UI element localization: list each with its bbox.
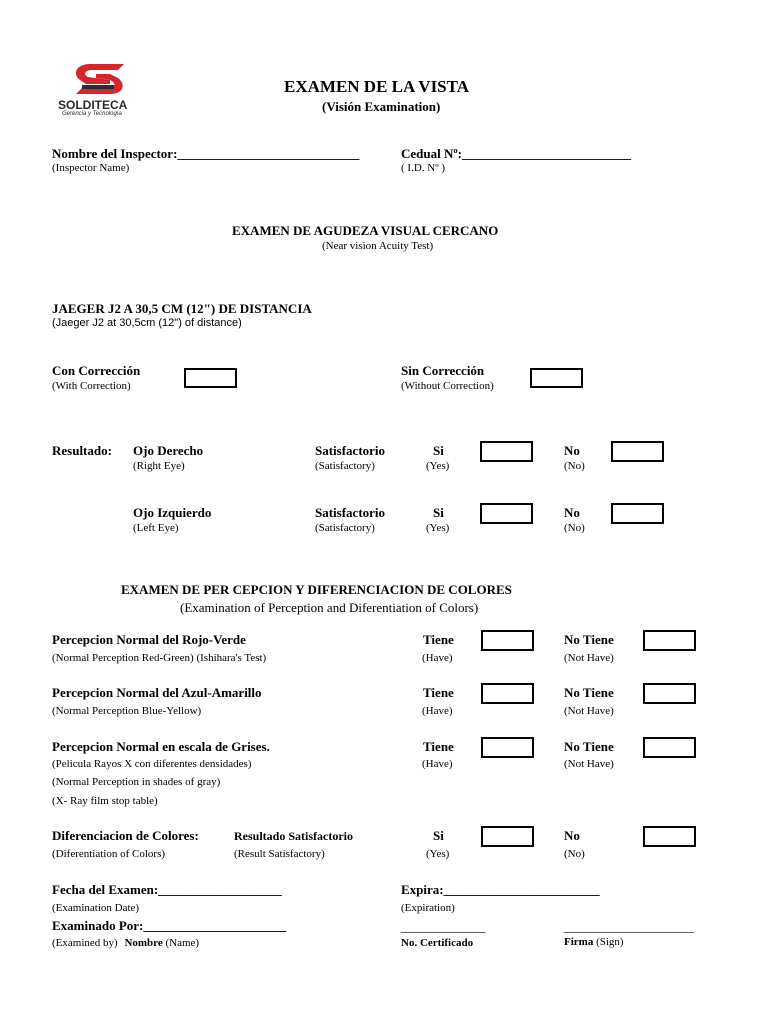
color-diff-yes-checkbox[interactable]	[481, 826, 534, 847]
expires-label-en: (Expiration)	[401, 902, 455, 914]
without-correction-checkbox[interactable]	[530, 368, 583, 388]
certificate-label: No. Certificado	[401, 937, 474, 949]
without-correction-label-en: (Without Correction)	[401, 380, 494, 392]
sign-label-en: (Sign)	[596, 936, 624, 948]
right-eye-label-en: (Right Eye)	[133, 460, 185, 472]
result-label: Resultado:	[52, 443, 112, 458]
blue-yellow-label: Percepcion Normal del Azul-Amarillo	[52, 685, 262, 700]
grays-not-have-checkbox[interactable]	[643, 737, 696, 758]
result-satisfactory-label: Resultado Satisfactorio	[234, 829, 353, 843]
company-logo	[52, 60, 178, 120]
jaeger-label: JAEGER J2 A 30,5 CM (12") DE DISTANCIA	[52, 301, 312, 316]
sign-label-bold: Firma	[564, 936, 594, 948]
blue-yellow-have-label-en: (Have)	[422, 705, 453, 717]
logo-text: SOLDITECA	[58, 98, 128, 112]
color-diff-label: Diferenciacion de Colores:	[52, 828, 199, 843]
grays-have-label-en: (Have)	[422, 758, 453, 770]
right-eye-satisfactory-label: Satisfactorio	[315, 443, 386, 458]
left-eye-yes-checkbox[interactable]	[480, 503, 533, 524]
right-eye-no-label-en: (No)	[564, 460, 585, 472]
red-green-have-checkbox[interactable]	[481, 630, 534, 651]
color-diff-no-label-en: (No)	[564, 848, 585, 860]
examined-by-en: (Examined by)	[52, 937, 118, 949]
left-eye-no-label: No	[564, 505, 580, 520]
right-eye-no-label: No	[564, 443, 580, 458]
colors-heading-en: (Examination of Perception and Diferentiation of Colors)	[180, 600, 479, 615]
grays-not-have-label: No Tiene	[564, 739, 614, 754]
right-eye-no-checkbox[interactable]	[611, 441, 664, 462]
grays-not-have-label-en: (Not Have)	[564, 758, 614, 770]
with-correction-label: Con Corrección	[52, 363, 141, 378]
left-eye-label-en: (Left Eye)	[133, 522, 179, 534]
grays-label: Percepcion Normal en escala de Grises.	[52, 739, 270, 754]
name-label-en: (Name)	[165, 937, 200, 949]
examined-by-label-en	[52, 937, 199, 949]
blue-yellow-label-en: (Normal Perception Blue-Yellow)	[52, 705, 202, 717]
blue-yellow-not-have-label: No Tiene	[564, 685, 614, 700]
certificate-line-field[interactable]: _____________	[401, 919, 486, 934]
jaeger-label-en: (Jaeger J2 at 30,5cm (12") of distance)	[52, 317, 242, 329]
red-green-not-have-checkbox[interactable]	[643, 630, 696, 651]
inspector-id-field[interactable]: Cedual Nº:__________________________	[401, 146, 631, 161]
left-eye-satisfactory-label: Satisfactorio	[315, 505, 386, 520]
left-eye-label: Ojo Izquierdo	[133, 505, 212, 520]
grays-have-label: Tiene	[423, 739, 454, 754]
right-eye-yes-label-en: (Yes)	[426, 460, 450, 472]
color-diff-label-en: (Diferentiation of Colors)	[52, 848, 166, 860]
near-vision-heading: EXAMEN DE AGUDEZA VISUAL CERCANO	[232, 223, 499, 238]
red-green-label: Percepcion Normal del Rojo-Verde	[52, 632, 246, 647]
right-eye-yes-checkbox[interactable]	[480, 441, 533, 462]
red-green-label-en: (Normal Perception Red-Green) (Ishihara's Test)	[52, 652, 267, 664]
signature-label	[564, 936, 624, 948]
near-vision-heading-en: (Near vision Acuity Test)	[322, 240, 434, 252]
red-green-have-label: Tiene	[423, 632, 454, 647]
color-diff-yes-label: Si	[433, 828, 444, 843]
examined-by-field[interactable]: Examinado Por:______________________	[52, 918, 287, 933]
blue-yellow-not-have-label-en: (Not Have)	[564, 705, 614, 717]
inspector-name-field[interactable]: Nombre del Inspector:____________________________	[52, 146, 360, 161]
page-subtitle: (Visión Examination)	[322, 99, 441, 114]
red-green-not-have-label: No Tiene	[564, 632, 614, 647]
grays-label-line3: (X- Ray film stop table)	[52, 795, 158, 807]
grays-label-line1: (Pelicula Rayos X con diferentes densidades)	[52, 758, 252, 770]
name-label: Nombre	[124, 937, 163, 949]
inspector-name-label-en: (Inspector Name)	[52, 162, 130, 174]
left-eye-yes-label: Si	[433, 505, 444, 520]
page-title: EXAMEN DE LA VISTA	[284, 77, 469, 96]
left-eye-no-checkbox[interactable]	[611, 503, 664, 524]
inspector-id-label-en: ( I.D. Nº )	[401, 162, 446, 174]
signature-line-field[interactable]: ____________________	[564, 919, 694, 934]
right-eye-label: Ojo Derecho	[133, 443, 204, 458]
with-correction-label-en: (With Correction)	[52, 380, 131, 392]
left-eye-no-label-en: (No)	[564, 522, 585, 534]
red-green-not-have-label-en: (Not Have)	[564, 652, 614, 664]
expires-field[interactable]: Expira:________________________	[401, 882, 600, 897]
color-diff-yes-label-en: (Yes)	[426, 848, 450, 860]
colors-heading: EXAMEN DE PER CEPCION Y DIFERENCIACION DE COLORES	[121, 582, 512, 597]
grays-have-checkbox[interactable]	[481, 737, 534, 758]
blue-yellow-have-checkbox[interactable]	[481, 683, 534, 704]
right-eye-yes-label: Si	[433, 443, 444, 458]
without-correction-label: Sin Corrección	[401, 363, 485, 378]
color-diff-no-label: No	[564, 828, 580, 843]
result-satisfactory-label-en: (Result Satisfactory)	[234, 848, 325, 860]
exam-date-label-en: (Examination Date)	[52, 902, 140, 914]
exam-date-field[interactable]: Fecha del Examen:___________________	[52, 882, 282, 897]
left-eye-satisfactory-label-en: (Satisfactory)	[315, 522, 375, 534]
color-diff-no-checkbox[interactable]	[643, 826, 696, 847]
right-eye-satisfactory-label-en: (Satisfactory)	[315, 460, 375, 472]
blue-yellow-not-have-checkbox[interactable]	[643, 683, 696, 704]
grays-label-line2: (Normal Perception in shades of gray)	[52, 776, 221, 788]
logo-tagline: Gerencia y Tecnología	[62, 111, 122, 117]
red-green-have-label-en: (Have)	[422, 652, 453, 664]
blue-yellow-have-label: Tiene	[423, 685, 454, 700]
left-eye-yes-label-en: (Yes)	[426, 522, 450, 534]
with-correction-checkbox[interactable]	[184, 368, 237, 388]
